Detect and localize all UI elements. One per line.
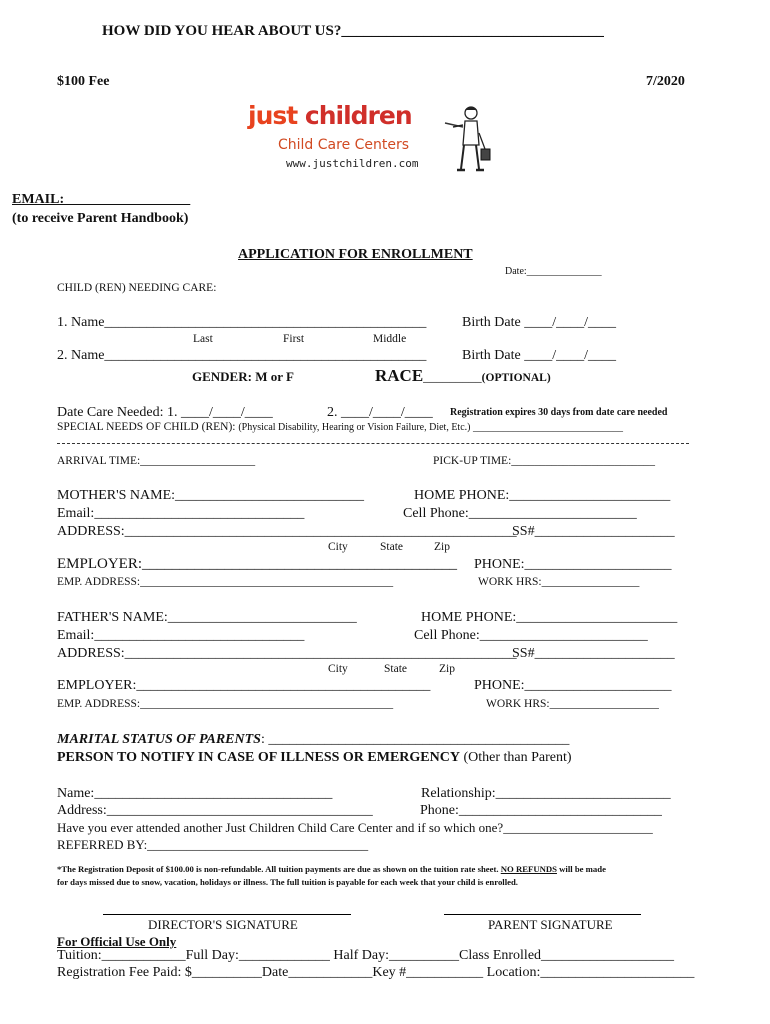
mother-sublabel-zip: Zip [434, 541, 450, 553]
marital-status-line: : ___________________________________________ [260, 732, 570, 747]
section-divider [57, 443, 689, 444]
date-care-needed-1[interactable]: Date Care Needed: 1. ____/____/____ [57, 405, 273, 420]
application-date-field[interactable]: Date:_______________ [505, 266, 602, 277]
mother-work-hrs-field[interactable]: WORK HRS:_________________ [478, 576, 640, 588]
refund-notice-text: *The Registration Deposit of $100.00 is non-refundable. All tuition payments are due as shown on the tuition rate sheet. [57, 864, 501, 874]
parent-signature-line[interactable] [444, 914, 641, 915]
father-phone-field[interactable]: PHONE:_____________________ [474, 678, 672, 693]
father-employer-field[interactable]: EMPLOYER:__________________________________________ [57, 678, 431, 693]
director-signature-label: DIRECTOR'S SIGNATURE [148, 917, 298, 932]
official-tuition-line[interactable]: Tuition:____________Full Day:_____________ Half Day:__________Class Enrolled___________________ [57, 948, 675, 963]
emergency-contact-heading [57, 751, 572, 765]
logo-wordmark [248, 103, 412, 128]
email-field[interactable]: EMAIL:__________________ [12, 192, 191, 207]
no-refunds-label: NO REFUNDS [500, 864, 557, 874]
mother-phone-field[interactable]: PHONE:_____________________ [474, 557, 672, 572]
referred-by-field[interactable]: REFERRED BY:__________________________________ [57, 837, 369, 852]
father-sublabel-state: State [384, 663, 407, 675]
race-line: _________ [423, 369, 482, 384]
emergency-contact-note: (Other than Parent) [459, 750, 572, 765]
special-needs-hint: (Physical Disability, Hearing or Vision Failure, Diet, Etc.) ______________________________ [238, 422, 623, 433]
refund-notice-end: will be made [556, 864, 606, 874]
father-name-field[interactable]: FATHER'S NAME:___________________________ [57, 610, 357, 625]
emergency-contact-label: PERSON TO NOTIFY IN CASE OF ILLNESS OR EMERGENCY [57, 750, 460, 765]
official-fee-line[interactable]: Registration Fee Paid: $__________Date____________Key #___________ Location:______________________ [57, 965, 695, 980]
arrival-time-field[interactable]: ARRIVAL TIME:____________________ [57, 455, 256, 467]
mother-emp-address-field[interactable]: EMP. ADDRESS:____________________________________________ [57, 576, 394, 588]
mother-home-phone-field[interactable]: HOME PHONE:_______________________ [414, 488, 671, 503]
previous-center-field[interactable]: Have you ever attended another Just Children Child Care Center and if so which one?_______________________ [57, 820, 653, 835]
logo-subtitle: Child Care Centers [278, 137, 410, 153]
father-emp-address-field[interactable]: EMP. ADDRESS:____________________________________________ [57, 698, 394, 710]
refund-notice-line1 [57, 865, 606, 874]
form-version-date: 7/2020 [646, 74, 685, 89]
emergency-address-field[interactable]: Address:______________________________________ [57, 803, 373, 818]
emergency-name-field[interactable]: Name:__________________________________ [57, 786, 333, 801]
mother-cell-phone-field[interactable]: Cell Phone:________________________ [403, 506, 637, 521]
marital-status-field[interactable] [57, 733, 569, 747]
race-optional: (OPTIONAL) [481, 372, 551, 384]
just-children-logo [248, 103, 493, 183]
sublabel-first: First [283, 333, 305, 345]
registration-expires-note: Registration expires 30 days from date care needed [450, 407, 668, 418]
father-ssn-field[interactable]: SS#____________________ [512, 646, 675, 661]
logo-url: www.justchildren.com [286, 157, 419, 170]
special-needs-field[interactable] [57, 422, 623, 434]
mother-sublabel-city: City [328, 541, 348, 553]
father-sublabel-zip: Zip [439, 663, 455, 675]
mother-sublabel-state: State [380, 541, 403, 553]
children-heading: CHILD (REN) NEEDING CARE: [57, 282, 217, 294]
email-note: (to receive Parent Handbook) [12, 211, 189, 226]
child2-birthdate-field[interactable]: Birth Date ____/____/____ [462, 348, 616, 363]
official-use-heading: For Official Use Only [57, 934, 177, 949]
sublabel-middle: Middle [373, 333, 407, 345]
pickup-time-field[interactable]: PICK-UP TIME:_________________________ [433, 455, 656, 467]
father-home-phone-field[interactable]: HOME PHONE:_______________________ [421, 610, 678, 625]
fee-label: $100 Fee [57, 74, 110, 89]
form-title: APPLICATION FOR ENROLLMENT [238, 247, 473, 262]
gender-field[interactable]: GENDER: M or F [192, 369, 294, 384]
refund-notice-line2: for days missed due to snow, vacation, holidays or illness. The full tuition is payable for each week that your child is enrolled. [57, 877, 518, 887]
date-care-needed-2[interactable]: 2. ____/____/____ [327, 405, 433, 420]
emergency-phone-field[interactable]: Phone:_____________________________ [420, 803, 662, 818]
logo-word-children: children [304, 101, 412, 130]
emergency-relationship-field[interactable]: Relationship:_________________________ [421, 786, 671, 801]
father-email-field[interactable]: Email:______________________________ [57, 628, 305, 643]
race-field[interactable] [375, 367, 551, 385]
child1-name-field[interactable]: 1. Name______________________________________________ [57, 315, 427, 330]
father-work-hrs-field[interactable]: WORK HRS:___________________ [486, 698, 659, 710]
mother-address-field[interactable]: ADDRESS:________________________________________________________ [57, 524, 517, 539]
logo-word-just: just [248, 101, 305, 130]
race-label: RACE [375, 366, 424, 385]
how-heard-field[interactable]: HOW DID YOU HEAR ABOUT US?___________________________________ [102, 23, 604, 39]
child2-name-field[interactable]: 2. Name______________________________________________ [57, 348, 427, 363]
sublabel-last: Last [193, 333, 213, 345]
director-signature-line[interactable] [103, 914, 351, 915]
mother-employer-field[interactable]: EMPLOYER:__________________________________________ [57, 556, 458, 572]
mother-ssn-field[interactable]: SS#____________________ [512, 524, 675, 539]
mother-email-field[interactable]: Email:______________________________ [57, 506, 305, 521]
special-needs-label: SPECIAL NEEDS OF CHILD (REN): [57, 421, 236, 433]
father-address-field[interactable]: ADDRESS:________________________________________________________ [57, 646, 517, 661]
father-sublabel-city: City [328, 663, 348, 675]
father-cell-phone-field[interactable]: Cell Phone:________________________ [414, 628, 648, 643]
child1-birthdate-field[interactable]: Birth Date ____/____/____ [462, 315, 616, 330]
marital-status-label: MARITAL STATUS OF PARENTS [57, 732, 261, 747]
parent-signature-label: PARENT SIGNATURE [488, 917, 613, 932]
child-painting-icon [443, 103, 493, 183]
mother-name-field[interactable]: MOTHER'S NAME:___________________________ [57, 488, 365, 503]
